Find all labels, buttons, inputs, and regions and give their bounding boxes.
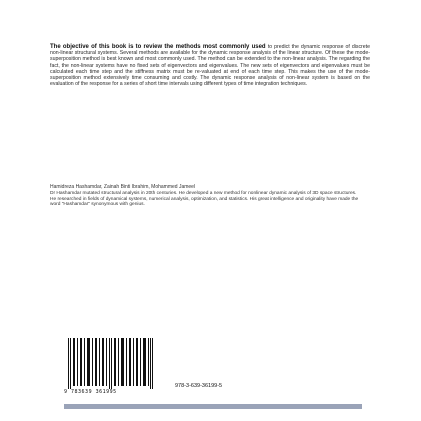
author-bio bbox=[50, 185, 360, 208]
barcode-image bbox=[64, 338, 174, 390]
author-bio-text: Dr Hashamdar mutated structural analysis in 20th centuries. He developed a new method for nonlinear dynamic analysis of 3D space structures. He researched in fields of dynamical systems, numerical analysis, optimization, and statistics. His great intelligence and originality have made the word "Hashamdar" synonymous with genius. bbox=[50, 190, 359, 208]
abstract-paragraph bbox=[50, 44, 370, 87]
barcode bbox=[64, 338, 194, 400]
barcode-digits: 9 783639 361995 bbox=[64, 389, 164, 395]
bottom-color-band bbox=[64, 404, 362, 409]
abstract-lead: The objective of this book is to review the methods most commonly used bbox=[50, 44, 268, 50]
isbn-number: 978-3-639-36199-5 bbox=[175, 383, 223, 389]
author-names: Hamidreza Hashamdar, Zainah Binti Ibrahim, Mohammed Jameel bbox=[50, 184, 196, 190]
abstract-body: to predict the dynamic response of discrete non-linear structural systems. Several methods are available for the dynamic response analysis of the linear structure. Of these the mode-superposition method is best known and most commonly used. The method can be extended to the non-linear analysis. The regarding the fact, the non-linear systems have no fixed sets of eigenvectors and eigenvalues. The new sets of eigenvectors and eigenvalues must be calculated each time step and the stiffness matrix must be re-valuated at end of each time step. This makes the use of the mode-superposition method extensively time consuming and costly. The dynamic response analysis of non-linear system is based on the evaluation of the response for a series of short time intervals using different types of time integration techniques. bbox=[50, 44, 370, 88]
